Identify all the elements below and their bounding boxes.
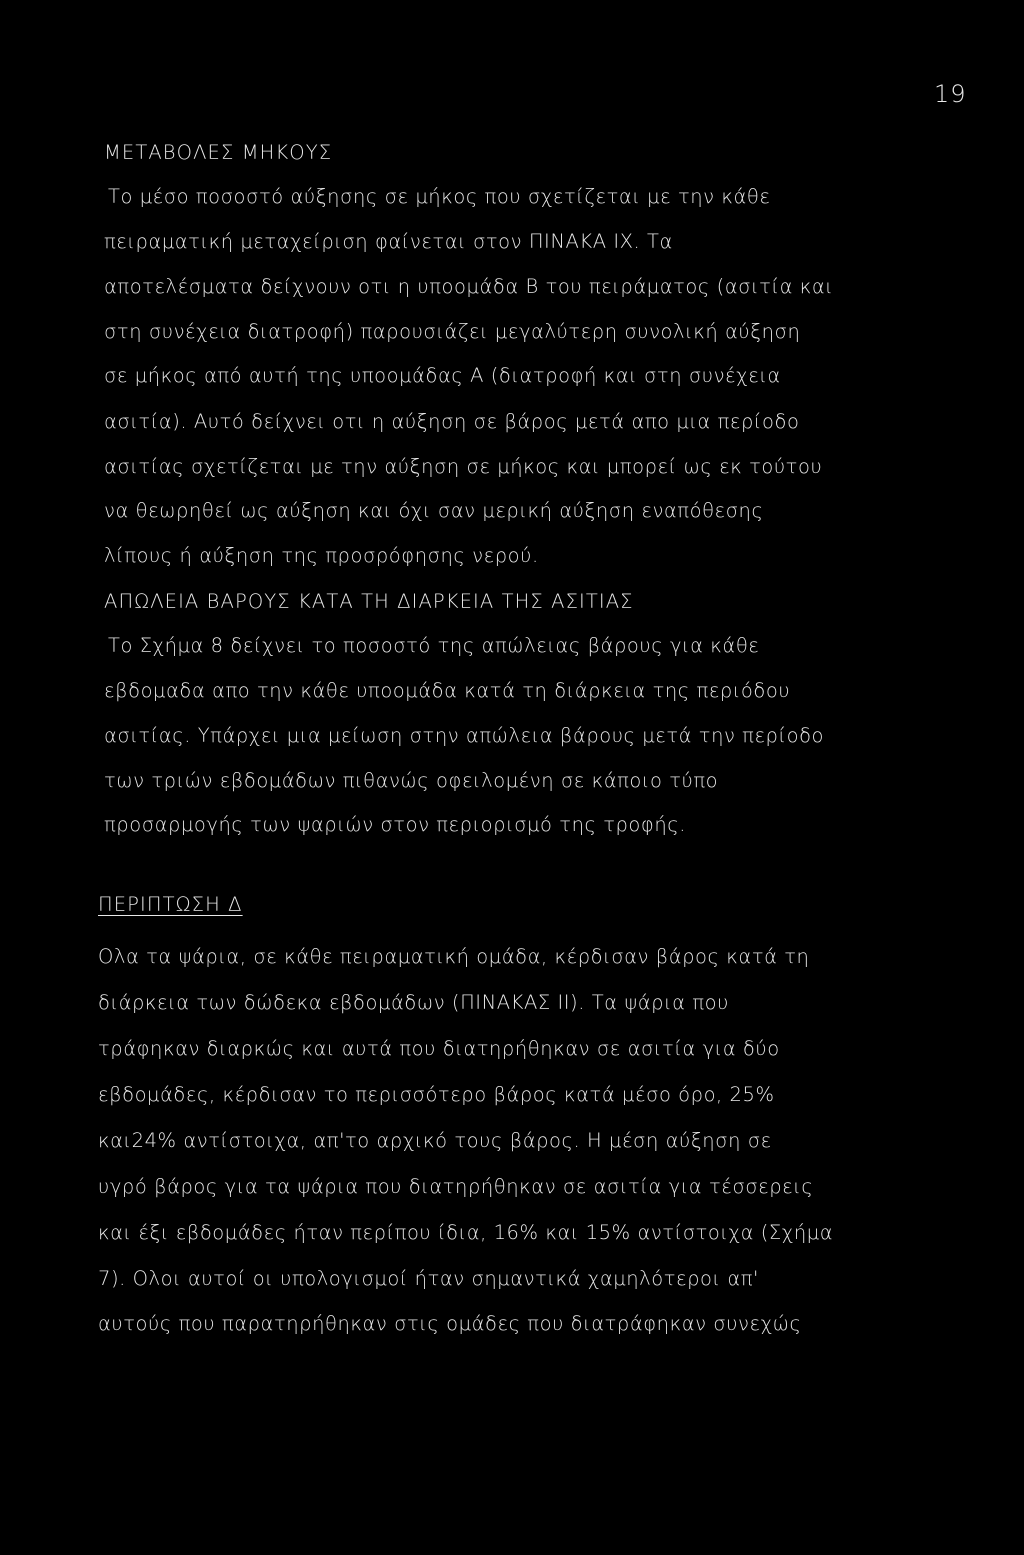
paragraph-line: των τριών εβδομάδων πιθανώς οφειλομένη σε κάποιο τύπο (104, 769, 719, 792)
paragraph-line: και έξι εβδομάδες ήταν περίπου ίδια, 16% και 15% αντίστοιχα (Σχήμα (98, 1221, 834, 1244)
paragraph-line: ασιτίας. Υπάρχει μια μείωση στην απώλεια βάρους μετά την περίοδο (104, 724, 825, 747)
paragraph-line: 7). Ολοι αυτοί οι υπολογισμοί ήταν σημαντικά χαμηλότεροι απ' (98, 1267, 759, 1290)
paragraph-line: διάρκεια των δώδεκα εβδομάδων (ΠΙΝΑΚΑΣ ΙΙ). Τα ψάρια που (98, 991, 729, 1014)
paragraph-line: εβδομαδα απο την κάθε υποομάδα κατά τη διάρκεια της περιόδου (104, 679, 791, 702)
paragraph-line: λίπους ή αύξηση της προσρόφησης νερού. (104, 544, 539, 567)
paragraph-line: ασιτία). Αυτό δείχνει οτι η αύξηση σε βάρος μετά απο μια περίοδο (104, 410, 800, 433)
paragraph-line: ασιτίας σχετίζεται με την αύξηση σε μήκος και μπορεί ως εκ τούτου (104, 455, 823, 478)
paragraph-line: εβδομάδες, κέρδισαν το περισσότερο βάρος κατά μέσο όρο, 25% (98, 1083, 775, 1106)
page-number: 19 (934, 80, 967, 108)
paragraph-line: Ολα τα ψάρια, σε κάθε πειραματική ομάδα, κέρδισαν βάρος κατά τη (98, 945, 810, 968)
paragraph-line: τράφηκαν διαρκώς και αυτά που διατηρήθηκαν σε ασιτία για δύο (98, 1037, 780, 1060)
paragraph-line: αποτελέσματα δείχνουν οτι η υποομάδα Β του πειράματος (ασιτία και (104, 275, 834, 298)
paragraph-line: υγρό βάρος για τα ψάρια που διατηρήθηκαν σε ασιτία για τέσσερεις (98, 1175, 814, 1198)
paragraph-line: στη συνέχεια διατροφή) παρουσιάζει μεγαλύτερη συνολική αύξηση (104, 320, 801, 343)
paragraph-line: Το μέσο ποσοστό αύξησης σε μήκος που σχετίζεται με την κάθε (108, 185, 771, 208)
section-heading-case-d: ΠΕΡΙΠΤΩΣΗ Δ (98, 893, 243, 916)
paragraph-line: αυτούς που παρατηρήθηκαν στις ομάδες που διατράφηκαν συνεχώς (98, 1312, 802, 1335)
paragraph-line: σε μήκος από αυτή της υποομάδας Α (διατροφή και στη συνέχεια (104, 364, 781, 387)
paragraph-line: πειραματική μεταχείριση φαίνεται στον ΠΙΝΑΚΑ ΙΧ. Τα (104, 230, 673, 253)
paragraph-line: Το Σχήμα 8 δείχνει το ποσοστό της απώλειας βάρους για κάθε (108, 634, 760, 657)
paragraph-line: να θεωρηθεί ως αύξηση και όχι σαν μερική αύξηση εναπόθεσης (104, 499, 764, 522)
paragraph-line: προσαρμογής των ψαριών στον περιορισμό της τροφής. (104, 813, 686, 836)
section-heading-weight-loss: ΑΠΩΛΕΙΑ ΒΑΡΟΥΣ ΚΑΤΑ ΤΗ ΔΙΑΡΚΕΙΑ ΤΗΣ ΑΣΙΤΙΑΣ (104, 590, 634, 613)
section-heading-length-changes: ΜΕΤΑΒΟΛΕΣ ΜΗΚΟΥΣ (104, 141, 333, 164)
paragraph-line: και24% αντίστοιχα, απ'το αρχικό τους βάρος. Η μέση αύξηση σε (98, 1129, 772, 1152)
